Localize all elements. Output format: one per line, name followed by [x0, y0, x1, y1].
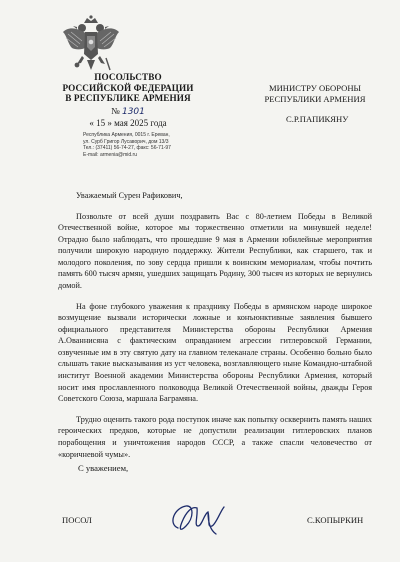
signer-title: ПОСОЛ — [62, 515, 92, 525]
address-line: Тел.: (37411) 56-74-27, факс: 56-71-97 — [83, 145, 171, 152]
registration-number-value: 1301 — [121, 106, 145, 117]
recipient-line1: МИНИСТРУ ОБОРОНЫ — [268, 83, 362, 93]
recipient-block — [248, 83, 382, 104]
closing-phrase: С уважением, — [78, 463, 129, 473]
signer-name: С.КОПЫРКИН — [307, 515, 364, 525]
address-line: Республика Армения, 0015 г. Ереван, — [83, 132, 170, 138]
handwritten-signature-icon — [164, 498, 238, 538]
embassy-header — [52, 72, 204, 128]
embassy-name-line2: РОССИЙСКОЙ ФЕДЕРАЦИИ — [62, 82, 194, 93]
address-line: ул. Сурб Григор Лусаворич, дом 13/3 — [83, 138, 169, 145]
embassy-address — [83, 132, 171, 158]
double-headed-eagle-emblem-icon — [60, 14, 122, 76]
recipient-line2: РЕСПУБЛИКИ АРМЕНИЯ — [264, 93, 366, 104]
recipient-name: С.Р.ПАПИКЯНУ — [286, 114, 349, 124]
letter-body — [58, 190, 372, 469]
salutation: Уважаемый Сурен Рафикович, — [76, 191, 183, 200]
embassy-name-line3: В РЕСПУБЛИКЕ АРМЕНИЯ — [65, 93, 191, 104]
body-paragraph: На фоне глубокого уважения к празднику Победы в армянском народе широкое возмущение вызвали исторически ложные и конъюнктивные заявления бывшего официального представителя Министерства обороны Республики Армения А.Ованнисяна с фактическим оправданием агрессии гитлеровской Германии, озвученные им в эту святую дату на главном телеканале страны. Особенно больно было слышать такие высказывания из уст человека, возглавляющего ныне Командно-штабной институт Военной академии Министерства обороны Республики Армения, который носит имя прославленного полководца Великой Отечественной войны, дважды Героя Советского Союза, маршала Баграмяна. — [58, 301, 372, 404]
body-paragraph: Позвольте от всей души поздравить Вас с 80-летием Победы в Великой Отечественной войне, которое мы торжественно отметили на минувшей неделе! Отрадно было наблюдать, что прошедшие 9 мая в Армении юбилейные мероприятия получили широкую народную поддержку. Жители Республики, как старшего, так и молодого поколения, по зову сердца пришли к воинским мемориалам, чтобы почтить память 600 тысяч армян, ушедших защищать Родину, 300 тысяч из которых не вернулись домой. — [58, 211, 372, 291]
registration-number — [52, 106, 204, 117]
registration-prefix: № — [111, 105, 120, 116]
embassy-name-line1: ПОСОЛЬСТВО — [94, 72, 162, 82]
address-line: E-mail: armenia@mid.ru — [83, 151, 137, 158]
body-paragraph: Трудно оценить такого рода поступок иначе как попытку осквернить память наших героических предков, которые не допустили реализации гитлеровских планов порабощения и уничтожения народов СССР, а также спасли человечество от «коричневой чумы». — [58, 414, 372, 459]
document-date: « 15 » мая 2025 года — [89, 117, 167, 128]
